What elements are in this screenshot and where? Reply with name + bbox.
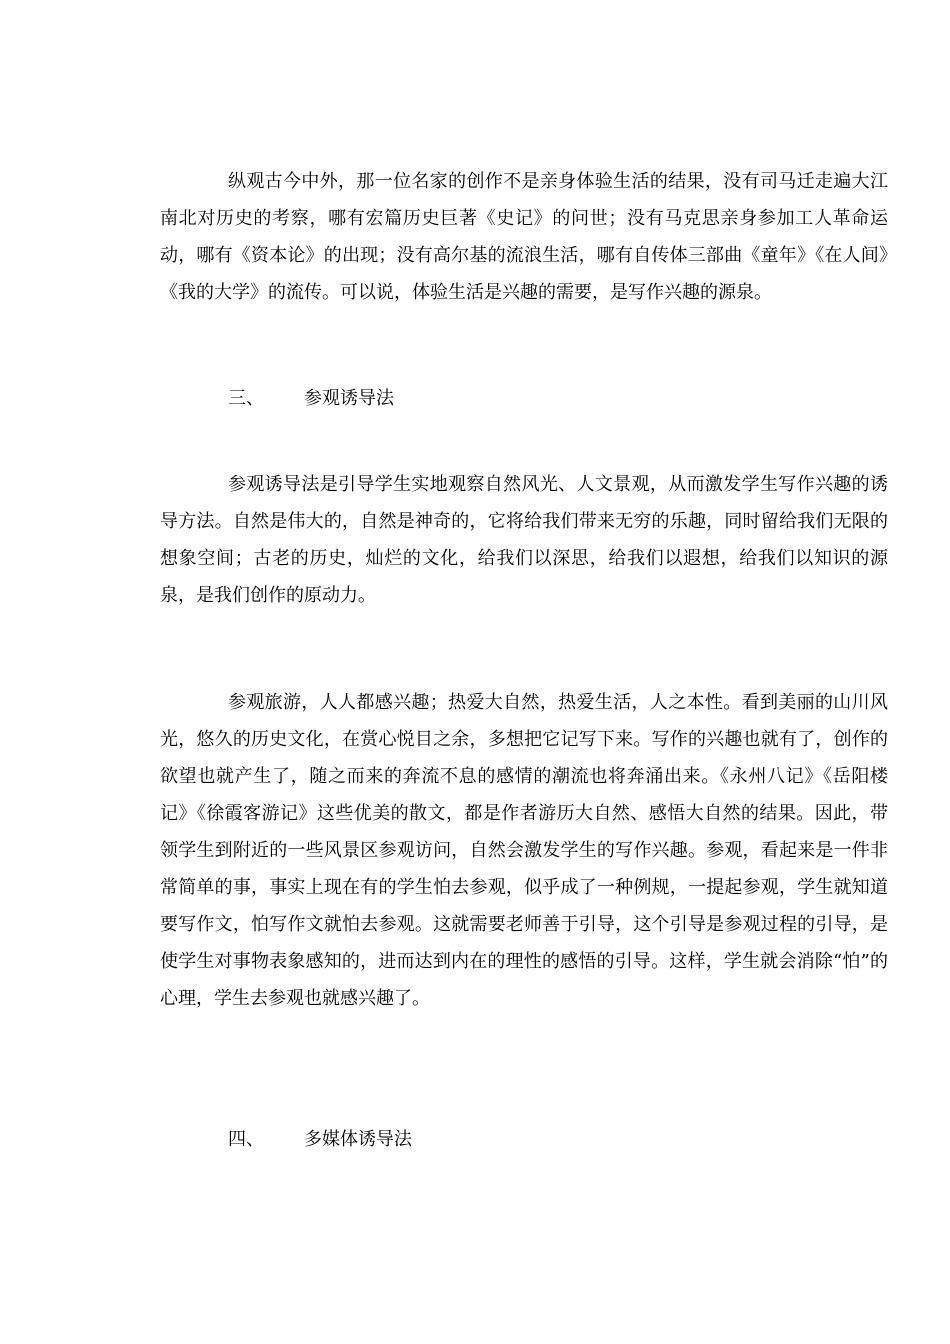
section-number: 四、 bbox=[228, 1129, 264, 1150]
section-number: 三、 bbox=[228, 388, 264, 409]
section-title: 多媒体诱导法 bbox=[304, 1129, 412, 1150]
paragraph-visit-method: 参观诱导法是引导学生实地观察自然风光、人文景观，从而激发学生写作兴趣的诱导方法。自然是伟大的，自然是神奇的，它将给我们带来无穷的乐趣，同时留给我们无限的想象空间；古老的历史，灿烂的文化，给我们以深思，给我们以遐想，给我们以知识的源泉，是我们创作的原动力。 bbox=[160, 474, 888, 606]
section-title: 参观诱导法 bbox=[304, 388, 394, 409]
section-heading-3 bbox=[228, 380, 394, 417]
paragraph-experience-life: 纵观古今中外，那一位名家的创作不是亲身体验生活的结果，没有司马迁走遍大江南北对历史的考察，哪有宏篇历史巨著《史记》的问世；没有马克思亲身参加工人革命运动，哪有《资本论》的出现；没有高尔基的流浪生活，哪有自传体三部曲《童年》《在人间》《我的大学》的流传。可以说，体验生活是兴趣的需要，是写作兴趣的源泉。 bbox=[160, 171, 888, 303]
paragraph-travel-interest: 参观旅游，人人都感兴趣；热爱大自然，热爱生活，人之本性。看到美丽的山川风光，悠久的历史文化，在赏心悦目之余，多想把它记写下来。写作的兴趣也就有了，创作的欲望也就产生了，随之而来的奔流不息的感情的潮流也将奔涌出来。《永州八记》《岳阳楼记》《徐霞客游记》这些优美的散文，都是作者游历大自然、感悟大自然的结果。因此，带领学生到附近的一些风景区参观访问，自然会激发学生的写作兴趣。参观，看起来是一件非常简单的事，事实上现在有的学生怕去参观，似乎成了一种例规，一提起参观，学生就知道要写作文，怕写作文就怕去参观。这就需要老师善于引导，这个引导是参观过程的引导，是使学生对事物表象感知的，进而达到内在的理性的感悟的引导。这样，学生就会消除“怕”的心理，学生去参观也就感兴趣了。 bbox=[160, 692, 888, 1009]
section-heading-4 bbox=[228, 1121, 412, 1158]
